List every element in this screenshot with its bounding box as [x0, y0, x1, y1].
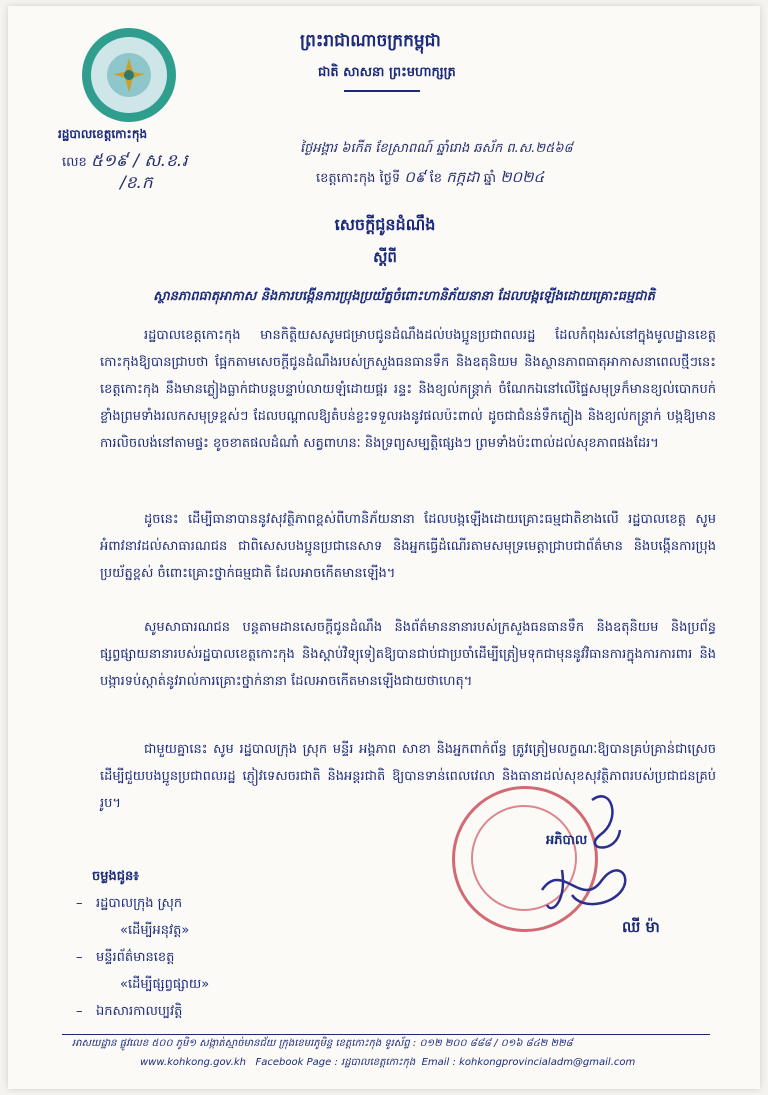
recipient-label: រដ្ឋបាលក្រុង ស្រុក — [96, 896, 183, 911]
body-paragraph-2: ដូចនេះ ដើម្បីធានាបាននូវសុវត្ថិភាពខ្ពស់ពីហានិភ័យនានា ដែលបង្កឡើងដោយគ្រោះធម្មជាតិខាងលើ រដ្ឋបាលខេត្ត សូមអំពាវនាវដល់សាធារណជន ជាពិសេសបងប្អូនប្រជានេសាទ និងអ្នកធ្វើដំណើរតាមសមុទ្រមេត្តាជ្រាបជាព័ត៌មាន និងបង្កើនការប្រុងប្រយ័ត្នខ្ពស់ ចំពោះគ្រោះថ្នាក់ធម្មជាតិ ដែលអាចកើតមានឡើង។ — [100, 512, 716, 581]
footer-email-value[interactable]: kohkongprovincialadm@gmail.com — [459, 1057, 636, 1068]
document-subject: ស្ថានភាពធាតុអាកាស និងការបង្កើនការប្រុងប្រយ័ត្នចំពោះហានិភ័យនានា ដែលបង្កឡើងដោយគ្រោះធម្មជាតិ — [153, 289, 655, 304]
footer-email-label: Email : — [421, 1057, 456, 1068]
recipient-note: «ដើម្បីផ្សព្វផ្សាយ» — [120, 977, 210, 992]
ref-label: លេខ — [62, 155, 87, 170]
recipients-title: ចម្លងជូន៖ — [92, 869, 139, 884]
body-paragraph-4: ជាមួយគ្នានេះ សូម រដ្ឋបាលក្រុង ស្រុក មន្ទីរ អង្គភាព សាខា និងអ្នកពាក់ព័ន្ធ ត្រូវត្រៀមលក្ខណៈឱ្យបានគ្រប់គ្រាន់ជាស្រេច ដើម្បីជួយបងប្អូនប្រជាពលរដ្ឋ ភ្ញៀវទេសចរជាតិ និងអន្តរជាតិ ឱ្យបានទាន់ពេលវេលា និងធានាដល់សុខសុវត្ថិភាពរបស់ប្រជាជនគ្រប់រូប។ — [100, 742, 716, 811]
solar-day: ០៩ — [404, 168, 426, 186]
province-logo — [82, 28, 176, 122]
recipient-item: – មន្ទីរព័ត៌មានខេត្ត — [76, 950, 175, 965]
kingdom-heading: ព្រះរាជាណាចក្រកម្ពុជា — [300, 31, 441, 51]
motto-divider — [344, 90, 420, 92]
recipient-note: «ដើម្បីអនុវត្ត» — [120, 923, 190, 938]
lunar-date: ថ្ងៃអង្គារ ៦កើត ខែស្រាពណ៍ ឆ្នាំរោង ឆស័ក ព.ស.២៥៦៨ — [300, 141, 573, 156]
body-paragraph-1: រដ្ឋបាលខេត្តកោះកុង មានកិត្តិយសសូមជម្រាបជូនដំណឹងដល់បងប្អូនប្រជាពលរដ្ឋ ដែលកំពុងរស់នៅក្នុងមូលដ្ឋានខេត្តកោះកុងឱ្យបានជ្រាបថា ផ្អែកតាមសេចក្តីជូនដំណឹងរបស់ក្រសួងធនធានទឹក និងឧតុនិយម និងស្ថានភាពធាតុអាកាសនាពេលថ្មីៗនេះ ខេត្តកោះកុង នឹងមានភ្លៀងធ្លាក់ជាបន្តបន្ទាប់លាយឡំដោយផ្គរ រន្ទះ និងខ្យល់កន្ត្រាក់ ចំណែកឯនៅលើផ្ទៃសមុទ្រក៏មានខ្យល់បោកបក់ខ្លាំងព្រមទាំងរលកសមុទ្រខ្ពស់ៗ ដែលបណ្តាលឱ្យតំបន់ខ្លះទទួលរងនូវផលប៉ះពាល់ ដូចជាជំនន់ទឹកភ្លៀង និងខ្យល់កន្ត្រាក់ បង្កឱ្យមានការលិចលង់នៅតាមផ្ទះ ខូចខាតផលដំណាំ សត្វពាហនៈ និងទ្រព្យសម្បត្តិផ្សេងៗ ព្រមទាំងប៉ះពាល់ដល់សុខភាពផងដែរ។ — [100, 328, 716, 451]
solar-month: កក្កដា — [446, 168, 480, 186]
footer-divider — [62, 1034, 710, 1035]
handwritten-signature — [522, 780, 652, 920]
footer-contact — [140, 1055, 720, 1070]
recipient-label: ឯកសារកាលប្បវត្តិ — [96, 1004, 183, 1019]
governor-title: អភិបាល — [546, 833, 588, 848]
solar-year: ២០២៤ — [500, 168, 545, 186]
recipients-list — [76, 890, 209, 1025]
solar-month-label: ខែ — [429, 171, 443, 186]
footer-facebook-label: Facebook Page : — [255, 1057, 338, 1068]
ref-initial: /ខ.ក — [120, 173, 153, 193]
document-title: សេចក្តីជូនដំណឹង — [334, 215, 436, 234]
recipient-item: – ឯកសារកាលប្បវត្តិ — [76, 1004, 183, 1019]
solar-date-prefix: ខេត្តកោះកុង ថ្ងៃទី — [316, 171, 401, 186]
emblem-icon — [91, 37, 167, 113]
footer-website[interactable]: www.kohkong.gov.kh — [140, 1057, 246, 1068]
national-motto: ជាតិ សាសនា ព្រះមហាក្សត្រ — [318, 65, 456, 80]
body-paragraph-3: សូមសាធារណជន បន្តតាមដានសេចក្តីជូនដំណឹង និងព័ត៌មាននានារបស់ក្រសួងធនធានទឹក និងឧតុនិយម និងប្រព័ន្ធផ្សព្វផ្សាយនានារបស់រដ្ឋបាលខេត្តកោះកុង និងស្តាប់វិទ្យុទៀតឱ្យបានជាប់ជាប្រចាំដើម្បីត្រៀមទុកជាមុននូវវិធានការក្នុងការការពារ និងបង្ការទប់ស្កាត់នូវរាល់ការគ្រោះថ្នាក់នានា ដែលអាចកើតមានឡើងជាយថាហេតុ។ — [100, 620, 716, 689]
solar-date — [316, 168, 544, 190]
recipient-item: – រដ្ឋបាលក្រុង ស្រុក — [76, 896, 183, 911]
province-admin-name: រដ្ឋបាលខេត្តកោះកុង — [58, 127, 148, 141]
solar-year-label: ឆ្នាំ — [483, 171, 497, 186]
recipient-label: មន្ទីរព័ត៌មានខេត្ត — [96, 950, 175, 965]
ref-number-value: ៥១៩ / ស.ខ.រ — [90, 151, 188, 171]
governor-name: ឈី ម៉ា — [622, 918, 660, 936]
footer-address: អាសយដ្ឋាន ផ្លូវលេខ ៥០០ ភូមិ១ សង្កាត់ស្មាច់មានជ័យ ក្រុងខេមរភូមិន្ទ ខេត្តកោះកុង ទូរស័ព្ទ : ០១២ ២០០ ៨៨៨ / ០១៦ ៨៤២ ២២៨ — [72, 1038, 573, 1049]
document-sub-heading: ស្តីពី — [373, 248, 397, 266]
footer-facebook-value[interactable]: រដ្ឋបាលខេត្តកោះកុង — [341, 1057, 416, 1068]
